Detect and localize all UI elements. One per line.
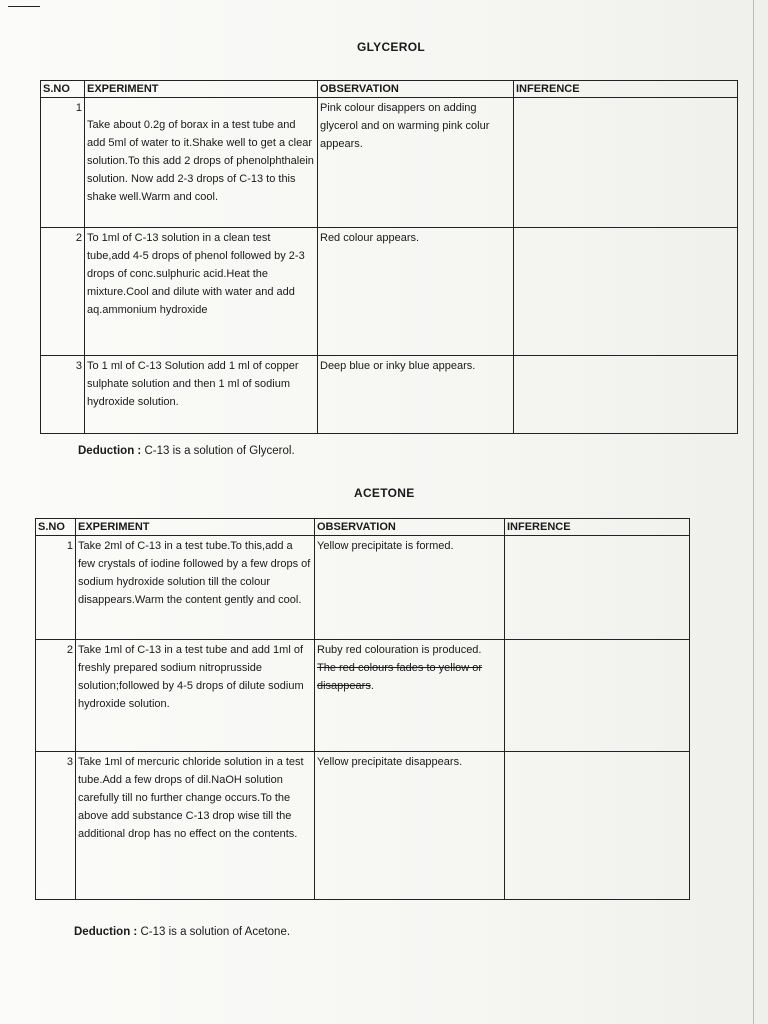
table-header-row — [41, 81, 738, 98]
row-sno: 2 — [41, 228, 85, 356]
header-inference: INFERENCE — [514, 81, 738, 98]
acetone-title: ACETONE — [354, 486, 415, 500]
row-observation — [315, 640, 505, 752]
table-row — [41, 228, 738, 356]
row-inference — [514, 356, 738, 434]
row-inference — [505, 640, 690, 752]
glycerol-deduction — [78, 445, 295, 457]
row-experiment: Take 2ml of C-13 in a test tube.To this,add a few crystals of iodine followed by a few drops of sodium hydroxide solution till the colour disappears.Warm the content gently and cool. — [76, 536, 315, 640]
table-row — [41, 98, 738, 228]
observation-tail: . — [370, 680, 374, 692]
row-inference — [505, 752, 690, 900]
row-experiment: Take 1ml of mercuric chloride solution in a test tube.Add a few drops of dil.NaOH solution carefully till no further change occurs.To the above add substance C-13 drop wise till the additional drop has no effect on the contents. — [76, 752, 315, 900]
observation-text: Ruby red colouration is produced. — [317, 644, 482, 656]
page-edge — [753, 0, 754, 1024]
row-experiment: Take 1ml of C-13 in a test tube and add 1ml of freshly prepared sodium nitroprusside solution;followed by 4-5 drops of dilute sodium hydroxide solution. — [76, 640, 315, 752]
deduction-text: C-13 is a solution of Acetone. — [140, 926, 291, 938]
row-sno: 1 — [41, 98, 85, 228]
acetone-deduction — [74, 926, 290, 938]
table-row — [36, 640, 690, 752]
row-sno: 3 — [36, 752, 76, 900]
table-row — [41, 356, 738, 434]
table-row — [36, 752, 690, 900]
deduction-label: Deduction : — [74, 926, 138, 938]
table-row — [36, 536, 690, 640]
row-sno: 1 — [36, 536, 76, 640]
header-sno: S.NO — [36, 519, 76, 536]
row-observation: Yellow precipitate is formed. — [315, 536, 505, 640]
row-inference — [514, 228, 738, 356]
glycerol-title: GLYCEROL — [357, 40, 425, 54]
row-inference — [505, 536, 690, 640]
header-inference: INFERENCE — [505, 519, 690, 536]
row-sno: 2 — [36, 640, 76, 752]
deduction-label: Deduction : — [78, 445, 142, 457]
row-observation: Red colour appears. — [318, 228, 514, 356]
row-observation: Deep blue or inky blue appears. — [318, 356, 514, 434]
corner-mark — [8, 6, 40, 7]
glycerol-table — [40, 80, 738, 434]
table-header-row — [36, 519, 690, 536]
row-experiment: To 1 ml of C-13 Solution add 1 ml of copper sulphate solution and then 1 ml of sodium hydroxide solution. — [85, 356, 318, 434]
header-experiment: EXPERIMENT — [76, 519, 315, 536]
deduction-text: C-13 is a solution of Glycerol. — [144, 445, 295, 457]
row-sno: 3 — [41, 356, 85, 434]
header-observation: OBSERVATION — [318, 81, 514, 98]
row-observation: Pink colour disappers on adding glycerol and on warming pink colur appears. — [318, 98, 514, 228]
row-experiment: Take about 0.2g of borax in a test tube and add 5ml of water to it.Shake well to get a clear solution.To this add 2 drops of phenolphthalein solution. Now add 2-3 drops of C-13 to this shake well.Warm and cool. — [85, 98, 318, 228]
struck-observation-text: The red colours fades to yellow or disappears — [317, 662, 483, 692]
row-experiment: To 1ml of C-13 solution in a clean test tube,add 4-5 drops of phenol followed by 2-3 drops of conc.sulphuric acid.Heat the mixture.Cool and dilute with water and add aq.ammonium hydroxide — [85, 228, 318, 356]
header-observation: OBSERVATION — [315, 519, 505, 536]
header-sno: S.NO — [41, 81, 85, 98]
row-observation: Yellow precipitate disappears. — [315, 752, 505, 900]
acetone-table — [35, 518, 690, 900]
header-experiment: EXPERIMENT — [85, 81, 318, 98]
row-inference — [514, 98, 738, 228]
